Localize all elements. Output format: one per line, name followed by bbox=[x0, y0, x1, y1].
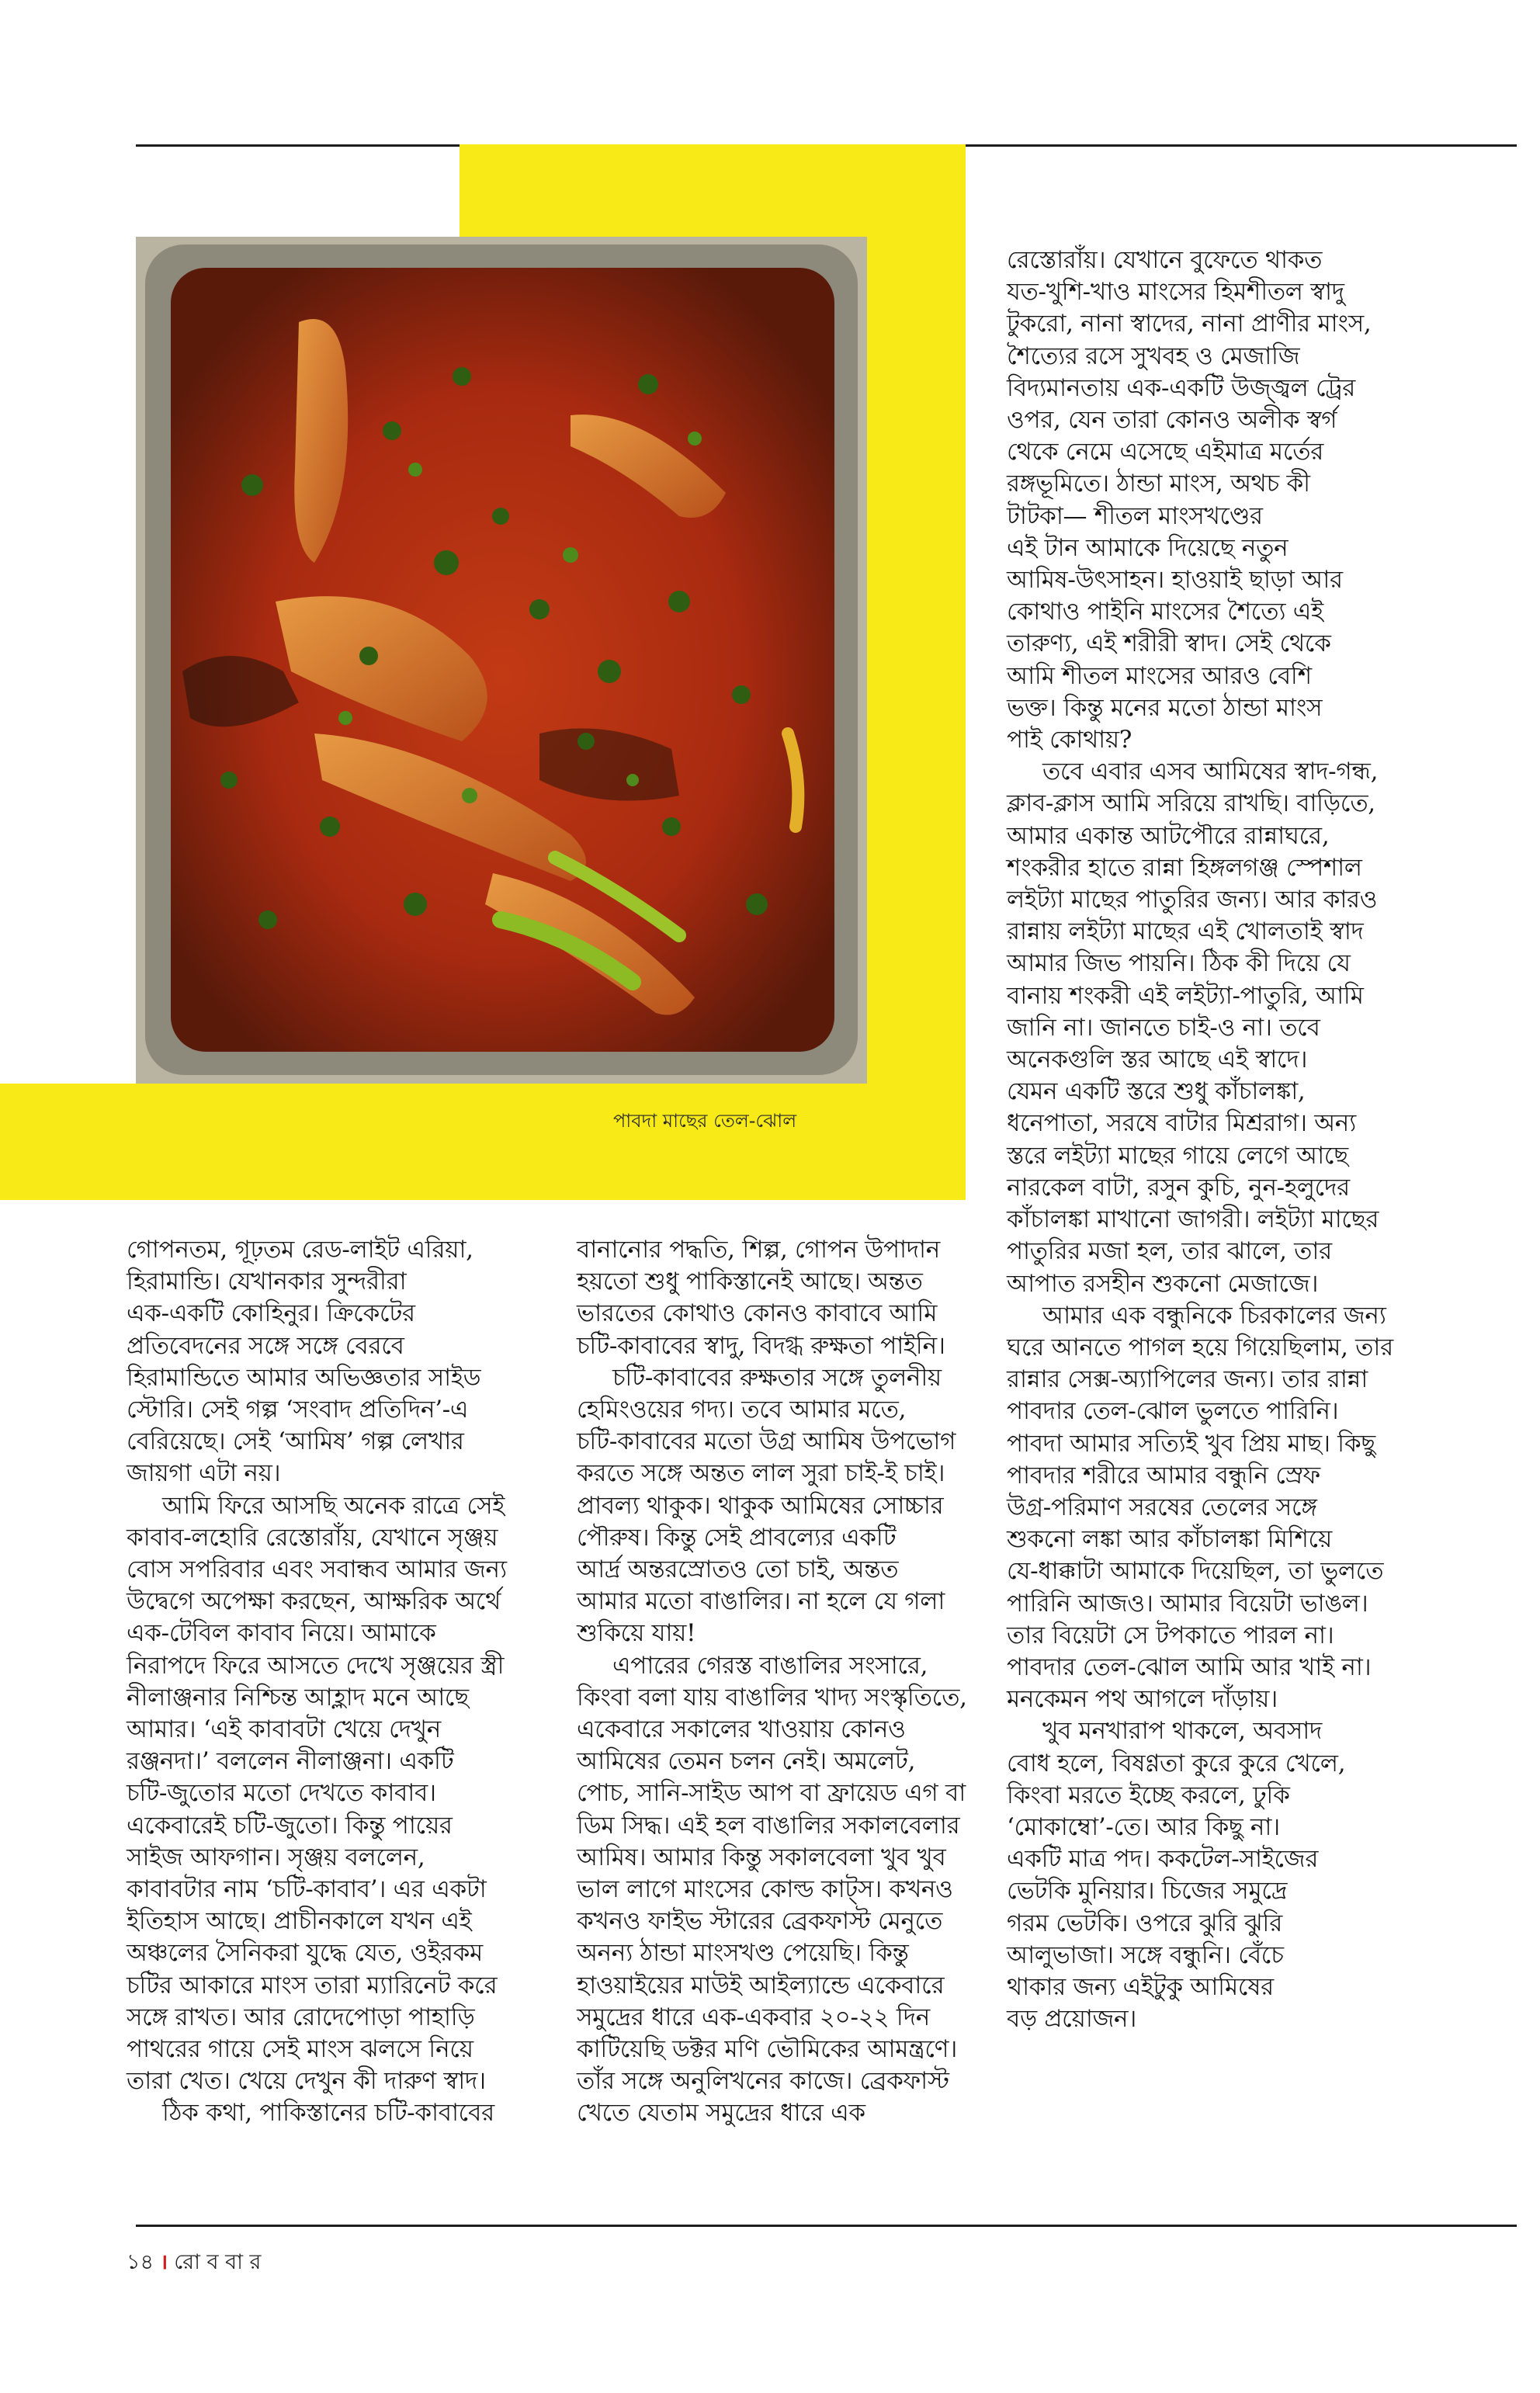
paragraph: আমার এক বন্ধুনিকে চিরকালের জন্য ঘরে আনতে পাগল হয়ে গিয়েছিলাম, তার রান্নার সেক্স-অ্যাপিলের জন্য। তার রান্না পাবদার তেল-ঝোল ভুলতে পারিনি। পাবদা আমার সত্যিই খুব প্রিয় মাছ। কিছু পাবদার শরীরে আমার বন্ধুনি স্রেফ উগ্র-পরিমাণ সরষের তেলের সঙ্গে শুকনো লঙ্কা আর কাঁচালঙ্কা মিশিয়ে যে-ধাক্কাটা আমাকে দিয়েছিল, তা ভুলতে পারিনি আজও। আমার বিয়েটা ভাঙল। তার বিয়েটা সে টপকাতে পারল না। পাবদার তেল-ঝোল আমি আর খাই না। মনকেমন পথ আগলে দাঁড়ায়। bbox=[1007, 1301, 1393, 1714]
folio-separator: । bbox=[160, 2250, 168, 2274]
paragraph: রেস্তোরাঁয়। যেখানে বুফেতে থাকত যত-খুশি-খাও মাংসের হিমশীতল স্বাদু টুকরো, নানা স্বাদের, নানা প্রাণীর মাংস, শৈত্যের রসে সুখবহ ও মেজাজি বিদ্যমানতায় এক-একটি উজ্জ্বল ট্রের ওপর, যেন তারা কোনও অলীক স্বর্গ থেকে নেমে এসেছে এইমাত্র মর্তের রঙ্গভূমিতে। ঠান্ডা মাংস, অথচ কী টাটকা— শীতল মাংসখণ্ডের এই টান আমাকে দিয়েছে নতুন আমিষ-উৎসাহন। হাওয়াই ছাড়া আর কোথাও পাইনি মাংসের শৈত্যে এই তারুণ্য, এই শরীরী স্বাদ। সেই থেকে আমি শীতল মাংসের আরও বেশি ভক্ত। কিন্তু মনের মতো ঠান্ডা মাংস পাই কোথায়? bbox=[1007, 246, 1372, 754]
paragraph: খুব মনখারাপ থাকলে, অবসাদ বোধ হলে, বিষণ্ণতা কুরে কুরে খেলে, কিংবা মরতে ইচ্ছে করলে, ঢুকি ‘মোকাম্বো’-তে। আর কিছু না। একটি মাত্র পদ। ককটেল-সাইজের ভেটকি মুনিয়ার। চিজের সমুদ্রে গরম ভেটকি। ওপরে ঝুরি ঝুরি আলুভাজা। সঙ্গে বন্ধুনি। বেঁচে থাকার জন্য এইটুকু আমিষের বড় প্রয়োজন। bbox=[1007, 1717, 1346, 2034]
paragraph: গোপনতম, গূঢ়তম রেড-লাইট এরিয়া, হিরামান্ডি। যেখানকার সুন্দরীরা এক-একটি কোহিনুর। ক্রিকেটের প্রতিবেদনের সঙ্গে সঙ্গে বেরবে হিরামান্ডিতে আমার অভিজ্ঞতার সাইড স্টোরি। সেই গল্প ‘সংবাদ প্রতিদিন’-এ বেরিয়েছে। সেই ‘আমিষ’ গল্প লেখার জায়গা এটা নয়। bbox=[127, 1236, 481, 1488]
paragraph: আমি ফিরে আসছি অনেক রাত্রে সেই কাবাব-লহোরি রেস্তোরাঁয়, যেখানে সৃঞ্জয় বোস সপরিবার এবং সবান্ধব আমার জন্য উদ্বেগে অপেক্ষা করছেন, আক্ষরিক অর্থে এক-টেবিল কাবাব নিয়ে। আমাকে নিরাপদে ফিরে আসতে দেখে সৃঞ্জয়ের স্ত্রী নীলাঞ্জনার নিশ্চিন্ত আহ্লাদ মনে আছে আমার। ‘এই কাবাবটা খেয়ে দেখুন রঞ্জনদা।’ বললেন নীলাঞ্জনা। একটি চটি-জুতোর মতো দেখতে কাবাব। একেবারেই চটি-জুতো। কিন্তু পায়ের সাইজ আফগান। সৃঞ্জয় বললেন, কাবাবটার নাম ‘চটি-কাবাব’। এর একটা ইতিহাস আছে। প্রাচীনকালে যখন এই অঞ্চলের সৈনিকরা যুদ্ধে যেত, ওইরকম চটির আকারে মাংস তারা ম্যারিনেট করে সঙ্গে রাখত। আর রোদেপোড়া পাহাড়ি পাথরের গায়ে সেই মাংস ঝলসে নিয়ে তারা খেত। খেয়ে দেখুন কী দারুণ স্বাদ। bbox=[127, 1491, 507, 2096]
page-number: ১৪ bbox=[127, 2250, 154, 2274]
paragraph: ঠিক কথা, পাকিস্তানের চটি-কাবাবের bbox=[162, 2099, 494, 2128]
bottom-rule bbox=[136, 2225, 1517, 2227]
page-folio bbox=[127, 2246, 261, 2281]
yellow-accent-band bbox=[0, 1084, 966, 1200]
photo-caption: পাবদা মাছের তেল-ঝোল bbox=[613, 1110, 797, 1132]
text-column-2 bbox=[577, 1234, 988, 2130]
text-column-3 bbox=[1007, 245, 1441, 2035]
paragraph: বানানোর পদ্ধতি, শিল্প, গোপন উপাদান হয়তো শুধু পাকিস্তানেই আছে। অন্তত ভারতের কোথাও কোনও কাবাবে আমি চটি-কাবাবের স্বাদু, বিদগ্ধ রুক্ষতা পাইনি। bbox=[577, 1236, 945, 1360]
fish-curry-photo bbox=[136, 237, 867, 1084]
paragraph: চটি-কাবাবের রুক্ষতার সঙ্গে তুলনীয় হেমিংওয়ের গদ্য। তবে আমার মতে, চটি-কাবাবের মতো উগ্র আমিষ উপভোগ করতে সঙ্গে অন্তত লাল সুরা চাই-ই চাই। প্রাবল্য থাকুক। থাকুক আমিষের সোচ্চার পৌরুষ। কিন্তু সেই প্রাবল্যের একটি আর্দ্র অন্তরস্রোতও তো চাই, অন্তত আমার মতো বাঙালির। না হলে যে গলা শুকিয়ে যায়! bbox=[577, 1363, 956, 1648]
text-column-1 bbox=[127, 1234, 530, 2130]
paragraph: তবে এবার এসব আমিষের স্বাদ-গন্ধ, ক্লাব-ক্লাস আমি সরিয়ে রাখছি। বাড়িতে, আমার একান্ত আটপৌরে রান্নাঘরে, শংকরীর হাতে রান্না হিঙ্গলগঞ্জ স্পেশাল লইট্যা মাছের পাতুরির জন্য। আর কারও রান্নায় লইট্যা মাছের এই খোলতাই স্বাদ আমার জিভ পায়নি। ঠিক কী দিয়ে যে বানায় শংকরী এই লইট্যা-পাতুরি, আমি জানি না। জানতে চাই-ও না। তবে অনেকগুলি স্তর আছে এই স্বাদে। যেমন একটি স্তরে শুধু কাঁচালঙ্কা, ধনেপাতা, সরষে বাটার মিশ্ররাগ। অন্য স্তরে লইট্যা মাছের গায়ে লেগে আছে নারকেল বাটা, রসুন কুচি, নুন-হলুদের কাঁচালঙ্কা মাখানো জাগরী। লইট্যা মাছের পাতুরির মজা হল, তার ঝালে, তার আপাত রসহীন শুকনো মেজাজে। bbox=[1007, 758, 1379, 1298]
photo-illustration bbox=[136, 237, 867, 1084]
magazine-name: রো ব বা র bbox=[174, 2250, 262, 2274]
paragraph: এপারের গেরস্ত বাঙালির সংসারে, কিংবা বলা যায় বাঙালির খাদ্য সংস্কৃতিতে, একেবারে সকালের খাওয়ায় কোনও আমিষের তেমন চলন নেই। অমলেট, পোচ, সানি-সাইড আপ বা ফ্রায়েড এগ বা ডিম সিদ্ধ। এই হল বাঙালির সকালবেলার আমিষ। আমার কিন্তু সকালবেলা খুব খুব ভাল লাগে মাংসের কোল্ড কাট্‌স। কখনও কখনও ফাইভ স্টারের ব্রেকফাস্ট মেনুতে অনন্য ঠান্ডা মাংসখণ্ড পেয়েছি। কিন্তু হাওয়াইয়ের মাউই আইল্যান্ডে একেবারে সমুদ্রের ধারে এক-একবার ২০-২২ দিন কাটিয়েছি ডক্টর মণি ভৌমিকের আমন্ত্রণে। তাঁর সঙ্গে অনুলিখনের কাজে। ব্রেকফাস্ট খেতে যেতাম সমুদ্রের ধারে এক bbox=[577, 1651, 967, 2128]
